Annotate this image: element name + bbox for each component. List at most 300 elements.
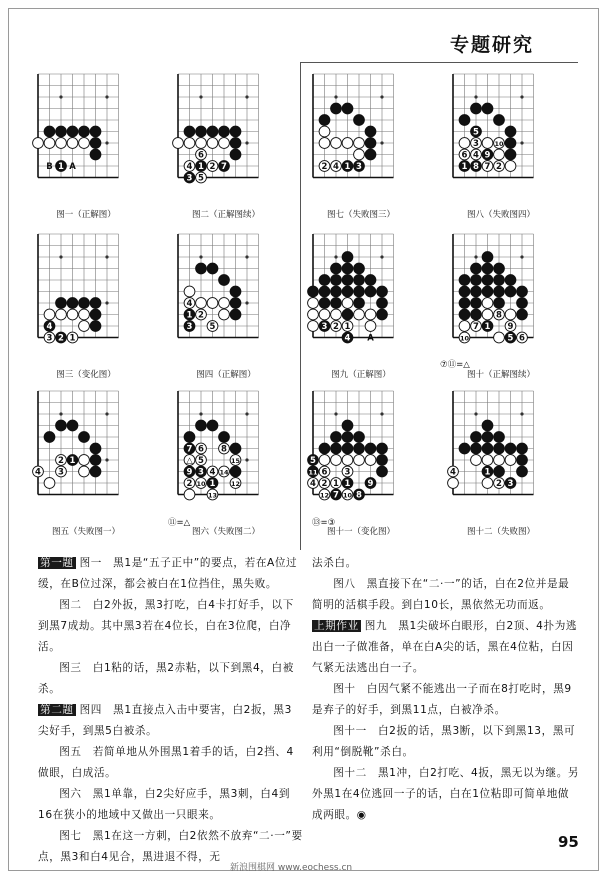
black-stone (517, 443, 528, 454)
svg-text:9: 9 (186, 467, 193, 478)
black-stone (90, 126, 101, 137)
svg-text:1: 1 (484, 322, 491, 332)
black-stone (354, 443, 365, 454)
white-stone (207, 161, 218, 172)
black-stone (517, 286, 528, 297)
white-stone (44, 332, 55, 343)
white-stone (505, 455, 516, 466)
svg-text:2: 2 (496, 479, 502, 489)
white-stone (482, 298, 493, 309)
white-stone (196, 172, 207, 183)
text-paragraph (38, 742, 303, 784)
go-board (445, 68, 557, 196)
white-stone (44, 138, 55, 149)
black-stone (354, 161, 365, 172)
white-stone (219, 443, 230, 454)
svg-text:1: 1 (344, 479, 351, 489)
black-stone (354, 263, 365, 274)
white-stone (207, 138, 218, 149)
black-stone (230, 286, 241, 297)
white-stone (56, 455, 67, 466)
white-stone (342, 138, 353, 149)
black-stone (56, 126, 67, 137)
svg-text:5: 5 (198, 173, 204, 184)
black-stone (471, 126, 482, 137)
black-stone (365, 478, 376, 489)
black-stone (230, 149, 241, 160)
text-paragraph (38, 700, 303, 742)
black-stone (207, 263, 218, 274)
star-point (199, 412, 202, 415)
black-stone (377, 455, 388, 466)
black-stone (219, 432, 230, 443)
paragraph-text: 图六 黑1单靠，白2尖好应手，黑3刺，白4到16在狭小的地域中又做出一只眼来。 (38, 788, 291, 821)
white-stone (207, 298, 218, 309)
diagram-caption: 图三（变化图） (56, 370, 116, 380)
black-stone (230, 126, 241, 137)
black-stone (505, 478, 516, 489)
star-point (334, 255, 337, 258)
white-stone (331, 161, 342, 172)
svg-text:8: 8 (356, 490, 362, 501)
svg-text:5: 5 (198, 456, 204, 466)
star-point (474, 412, 477, 415)
white-stone (79, 138, 90, 149)
white-stone (207, 321, 218, 332)
svg-text:1: 1 (58, 162, 64, 172)
text-paragraph (312, 574, 580, 616)
black-stone (365, 138, 376, 149)
black-stone (184, 432, 195, 443)
black-stone (365, 286, 376, 297)
diagram-caption: 图七（失败图三） (326, 210, 395, 220)
svg-text:2: 2 (496, 162, 502, 172)
black-stone (459, 298, 470, 309)
black-stone (219, 161, 230, 172)
star-point (334, 95, 337, 98)
white-stone (494, 309, 505, 320)
star-point (59, 255, 62, 258)
white-stone (331, 455, 342, 466)
black-stone (354, 286, 365, 297)
black-stone (56, 298, 67, 309)
go-board (445, 385, 557, 513)
svg-text:3: 3 (186, 173, 193, 184)
star-point (105, 412, 108, 415)
star-point (105, 141, 108, 144)
page-number: 95 (558, 833, 579, 851)
black-stone (90, 466, 101, 477)
svg-text:1: 1 (209, 479, 216, 489)
white-stone (196, 138, 207, 149)
black-stone (482, 149, 493, 160)
diagram-caption: 图四（正解图） (196, 370, 256, 380)
star-point (474, 255, 477, 258)
paragraph-text: 图十 白因气紧不能逃出一子而在8打吃时，黑9是弃子的好手，到黑11点，白被净杀。 (312, 683, 572, 716)
svg-text:4: 4 (333, 162, 339, 172)
paragraph-text: 法杀白。 (312, 557, 357, 569)
paragraph-text: 图四 黑1直接点入击中要害，白2扳，黑3尖好手，到黑5白被杀。 (38, 704, 292, 737)
black-stone (505, 332, 516, 343)
white-stone (459, 332, 470, 343)
white-stone (331, 309, 342, 320)
svg-text:5: 5 (473, 127, 479, 138)
black-stone (79, 432, 90, 443)
black-stone (482, 275, 493, 286)
black-stone (459, 115, 470, 126)
black-stone (90, 138, 101, 149)
svg-text:14: 14 (219, 468, 229, 477)
black-stone (230, 443, 241, 454)
white-stone (319, 489, 330, 500)
black-stone (207, 420, 218, 431)
white-stone (342, 321, 353, 332)
black-stone (342, 420, 353, 431)
black-stone (184, 443, 195, 454)
black-stone (377, 309, 388, 320)
black-stone (365, 126, 376, 137)
black-stone (505, 286, 516, 297)
white-stone (184, 478, 195, 489)
go-diagram-1 (30, 68, 142, 220)
star-point (334, 412, 337, 415)
svg-text:4: 4 (344, 333, 351, 344)
white-stone (494, 161, 505, 172)
svg-text:7: 7 (484, 162, 491, 172)
white-stone (448, 466, 459, 477)
text-paragraph (312, 763, 580, 826)
white-stone (196, 309, 207, 320)
white-stone (219, 466, 230, 477)
black-stone (219, 126, 230, 137)
svg-text:2: 2 (186, 479, 193, 489)
black-stone (196, 420, 207, 431)
svg-text:10: 10 (196, 480, 206, 488)
white-stone (79, 309, 90, 320)
white-stone (319, 478, 330, 489)
black-stone (207, 478, 218, 489)
svg-text:1: 1 (461, 162, 468, 172)
black-stone (459, 161, 470, 172)
black-stone (308, 286, 319, 297)
black-stone (342, 286, 353, 297)
black-stone (184, 309, 195, 320)
white-stone (354, 149, 365, 160)
svg-text:10: 10 (494, 140, 504, 148)
svg-text:5: 5 (507, 333, 514, 344)
black-stone (184, 466, 195, 477)
white-stone (482, 309, 493, 320)
black-stone (517, 309, 528, 320)
diagram-caption: 图十一（变化图） (326, 527, 395, 537)
svg-text:8: 8 (496, 310, 502, 321)
svg-text:3: 3 (58, 467, 64, 478)
diagram-caption: 图六（失败图二） (191, 527, 260, 537)
black-stone (308, 455, 319, 466)
black-stone (56, 161, 67, 172)
black-stone (459, 309, 470, 320)
svg-text:3: 3 (46, 333, 53, 344)
svg-text:11: 11 (308, 468, 318, 477)
black-stone (482, 321, 493, 332)
svg-text:9: 9 (507, 322, 514, 332)
white-stone (494, 455, 505, 466)
white-stone (365, 455, 376, 466)
paragraph-text: 图一 黑1是“五子正中”的要点，若在A位过缓，在B位过深，都会被白在1位挡住，黑失败。 (38, 557, 298, 590)
white-stone (471, 149, 482, 160)
black-stone (79, 126, 90, 137)
svg-text:15: 15 (230, 457, 241, 465)
star-point (245, 458, 248, 461)
star-point (105, 95, 108, 98)
black-stone (90, 298, 101, 309)
text-paragraph (38, 595, 303, 658)
white-stone (354, 455, 365, 466)
black-stone (331, 263, 342, 274)
svg-text:4: 4 (450, 467, 456, 478)
svg-text:3: 3 (344, 467, 351, 478)
fig8-equation: ⑦⑪=△ (440, 360, 470, 370)
black-stone (342, 263, 353, 274)
white-stone (230, 455, 241, 466)
black-stone (90, 443, 101, 454)
svg-text:4: 4 (186, 299, 193, 309)
go-diagram-6 (170, 228, 282, 380)
svg-text:12: 12 (319, 491, 330, 500)
paragraph-text: 图三 白1粘的话，黑2赤粘，以下到黑4，白被杀。 (38, 662, 294, 695)
black-stone (331, 489, 342, 500)
black-stone (44, 126, 55, 137)
go-board (170, 68, 282, 196)
black-stone (319, 286, 330, 297)
black-stone (471, 263, 482, 274)
white-stone (184, 489, 195, 500)
svg-text:5: 5 (310, 456, 316, 466)
svg-text:10: 10 (342, 491, 353, 500)
white-stone (67, 138, 78, 149)
white-stone (459, 321, 470, 332)
point-label (69, 162, 76, 172)
black-stone (342, 478, 353, 489)
black-stone (67, 126, 78, 137)
white-stone (196, 443, 207, 454)
star-point (59, 95, 62, 98)
go-diagram-7 (305, 228, 417, 380)
black-stone (342, 443, 353, 454)
white-stone (79, 321, 90, 332)
black-stone (67, 455, 78, 466)
black-stone (67, 298, 78, 309)
black-stone (494, 115, 505, 126)
svg-text:7: 7 (473, 322, 479, 332)
white-stone (207, 466, 218, 477)
svg-text:6: 6 (198, 444, 204, 455)
svg-text:4: 4 (186, 162, 193, 172)
black-stone (354, 432, 365, 443)
black-stone (459, 286, 470, 297)
column-divider (300, 62, 301, 550)
star-point (59, 412, 62, 415)
go-board (170, 228, 282, 356)
star-point (105, 301, 108, 304)
white-stone (482, 478, 493, 489)
black-stone (354, 275, 365, 286)
go-diagram-12 (445, 385, 557, 537)
paragraph-text: 图七 黑1在这一方刺，白2依然不放弃“二·一”要点，黑3和白4见合，黑进退不得，无 (38, 830, 303, 863)
left-column-text (38, 553, 303, 868)
black-stone (67, 420, 78, 431)
fig11-equation: ⑬=③ (312, 518, 336, 528)
star-point (199, 95, 202, 98)
black-stone (482, 432, 493, 443)
svg-text:3: 3 (186, 322, 193, 332)
white-stone (308, 298, 319, 309)
svg-text:2: 2 (209, 162, 216, 172)
svg-text:3: 3 (507, 479, 514, 489)
white-stone (517, 332, 528, 343)
svg-text:3: 3 (321, 322, 328, 332)
white-stone (308, 478, 319, 489)
star-point (520, 141, 523, 144)
black-stone (505, 443, 516, 454)
go-board (305, 385, 417, 513)
black-stone (365, 275, 376, 286)
svg-text:6: 6 (519, 333, 525, 344)
white-stone (354, 138, 365, 149)
white-stone (331, 478, 342, 489)
black-stone (319, 115, 330, 126)
white-stone (184, 161, 195, 172)
svg-text:7: 7 (186, 444, 193, 455)
white-stone (505, 309, 516, 320)
star-point (245, 301, 248, 304)
black-stone (517, 466, 528, 477)
black-stone (184, 321, 195, 332)
svg-text:6: 6 (461, 150, 468, 161)
white-stone (505, 321, 516, 332)
black-stone (331, 103, 342, 114)
white-stone (184, 455, 195, 466)
black-stone (184, 172, 195, 183)
black-stone (377, 298, 388, 309)
black-stone (494, 275, 505, 286)
text-paragraph (38, 553, 303, 595)
white-stone (308, 309, 319, 320)
white-stone (67, 332, 78, 343)
black-stone (482, 420, 493, 431)
white-stone (494, 332, 505, 343)
black-stone (471, 443, 482, 454)
svg-text:3: 3 (473, 139, 479, 149)
black-stone (505, 149, 516, 160)
black-stone (90, 149, 101, 160)
star-point (520, 95, 523, 98)
svg-text:1: 1 (69, 333, 76, 344)
text-paragraph (312, 721, 580, 763)
white-stone (79, 455, 90, 466)
text-paragraph (312, 553, 580, 574)
black-stone (342, 103, 353, 114)
white-stone (459, 149, 470, 160)
black-stone (494, 466, 505, 477)
white-stone (33, 138, 44, 149)
black-stone (331, 298, 342, 309)
go-diagram-5 (30, 228, 142, 380)
black-stone (90, 455, 101, 466)
paragraph-text: 图八 黑直接下在“二·一”的话，白在2位并是最简明的活棋手段。到白10长，黑依然无功而返。 (312, 578, 570, 611)
black-stone (517, 455, 528, 466)
black-stone (354, 298, 365, 309)
text-paragraph (312, 679, 580, 721)
black-stone (331, 443, 342, 454)
text-paragraph (312, 616, 580, 679)
go-board (305, 228, 417, 356)
white-stone (319, 161, 330, 172)
black-stone (342, 161, 353, 172)
black-stone (482, 443, 493, 454)
svg-text:2: 2 (198, 310, 204, 321)
black-stone (319, 275, 330, 286)
star-point (199, 255, 202, 258)
svg-text:A: A (69, 162, 76, 172)
white-stone (365, 309, 376, 320)
white-stone (44, 478, 55, 489)
svg-text:1: 1 (344, 322, 351, 332)
black-stone (342, 275, 353, 286)
black-stone (230, 466, 241, 477)
svg-text:12: 12 (230, 480, 241, 488)
black-stone (494, 432, 505, 443)
white-stone (308, 321, 319, 332)
white-stone (230, 478, 241, 489)
diagram-caption: 图八（失败图四） (466, 210, 535, 220)
black-stone (354, 489, 365, 500)
white-stone (184, 298, 195, 309)
go-board (30, 68, 142, 196)
black-stone (482, 252, 493, 263)
star-point (380, 95, 383, 98)
svg-text:8: 8 (473, 162, 479, 172)
white-stone (319, 309, 330, 320)
svg-text:1: 1 (344, 162, 351, 172)
svg-text:4: 4 (209, 467, 216, 478)
star-point (474, 95, 477, 98)
black-stone (377, 286, 388, 297)
black-stone (505, 138, 516, 149)
black-stone (494, 298, 505, 309)
diagram-caption: 图五（失败图一） (51, 527, 120, 537)
black-stone (196, 126, 207, 137)
white-stone (219, 298, 230, 309)
white-stone (342, 466, 353, 477)
black-stone (365, 443, 376, 454)
go-diagram-10 (170, 385, 282, 537)
white-stone (494, 138, 505, 149)
black-stone (44, 321, 55, 332)
svg-text:△: △ (186, 456, 193, 466)
black-stone (342, 432, 353, 443)
star-point (105, 458, 108, 461)
diagram-caption: 图十（正解图续） (466, 370, 535, 380)
svg-text:2: 2 (58, 333, 64, 344)
black-stone (230, 138, 241, 149)
svg-text:4: 4 (473, 150, 479, 161)
star-point (520, 412, 523, 415)
black-stone (459, 275, 470, 286)
white-stone (184, 138, 195, 149)
white-stone (342, 298, 353, 309)
black-stone (196, 263, 207, 274)
